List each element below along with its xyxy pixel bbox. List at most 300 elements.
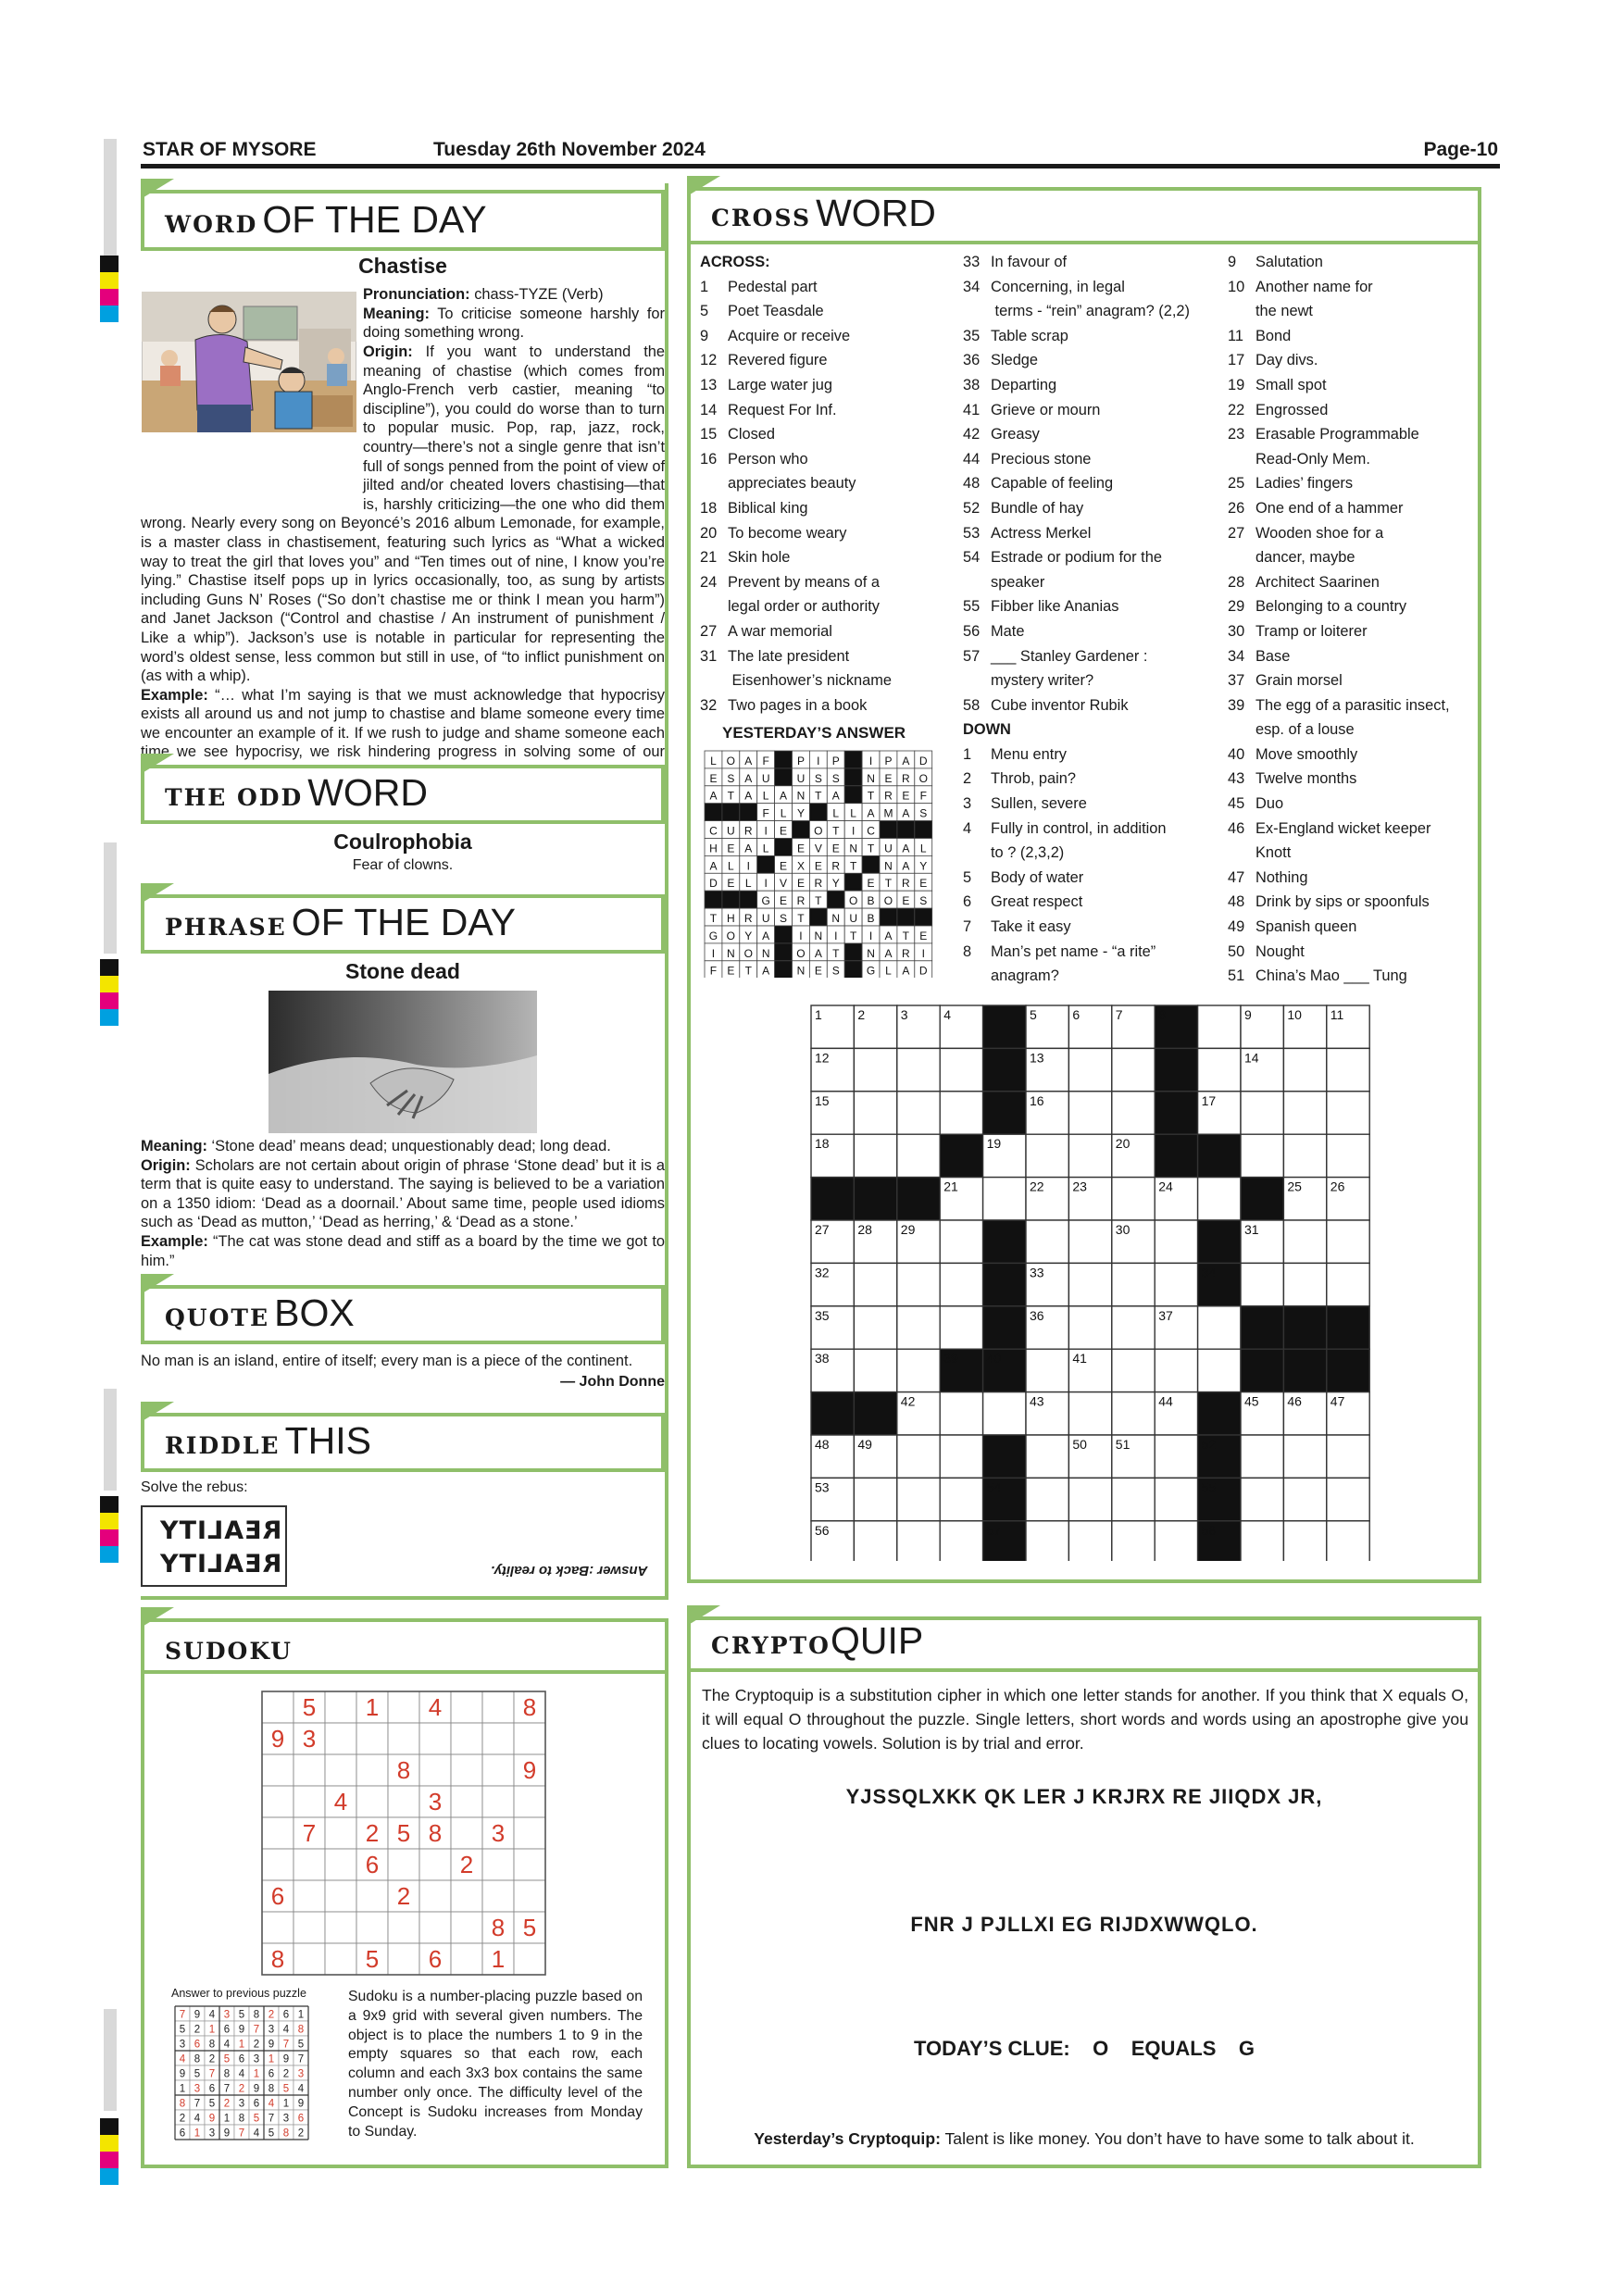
- crossword-black-cell: [1283, 1349, 1326, 1391]
- clue: 4 Fully in control, in addition: [963, 819, 1167, 837]
- clue: 1 Pedestal part: [700, 278, 818, 295]
- sudoku-given: 6: [270, 1882, 285, 1910]
- answer-letter: U: [727, 824, 735, 838]
- crossword-cell: [1241, 1435, 1283, 1478]
- answer-letter: E: [780, 824, 788, 838]
- answer-letter: N: [796, 964, 806, 978]
- crossword-cell: [897, 1435, 940, 1478]
- clue: the newt: [1255, 303, 1313, 320]
- answer-letter: D: [709, 877, 718, 891]
- prev-sudoku-digit: 5: [179, 2024, 186, 2036]
- answer-letter: U: [884, 842, 893, 855]
- word-of-day-header-text: Pronunciation: chass-TYZE (Verb) Meaning: To criticise someone harshly for doing something wrong.: [363, 286, 665, 342]
- paper-name: STAR OF MYSORE: [143, 139, 317, 160]
- prev-sudoku-digit: 7: [297, 2053, 305, 2065]
- crossword-black-cell: [1241, 1178, 1283, 1220]
- clue: mystery writer?: [991, 672, 1094, 690]
- answer-letter: N: [831, 912, 841, 925]
- word-of-day-origin: Origin: If you want to understand the meaning of chastise (which comes from Anglo-French verb castier, meaning “to discipline”), you could do worse than to turn to popular music. Pop, rap, jazz, rock, country—there’s not a single genre that isn’t full of songs penned from the point of view of jilted and/or cheated lovers chastising—that is, harshly criticizing—the one who did them wrong. Nearly every song on Beyoncé’s 2016 album Lemonade, for example, is a master class in chastisement, featuring such lyrics as “What a wicked way to treat the girl that loves you” and “Ten times out of nine, I know you’re lying.” Chastise itself pops up in lyrics occasionally, too, as sung by artists including Guns N’ Roses (“So don’t chastise me or think I mean you harm”) and Janet Jackson (“Control and chastise / An instrument of punishment / Like a whip”). Jackson’s use is notable in particular for representing the word’s oldest sense, less common but still in use, of “to inflict punishment on (as with a whip). Example: “… what I’m saying is that we must acknowledge that hypocrisy exists all around us and not jump to chastise and blame someone every time we encounter an example of it. If we rush to judge and shame someone each time we see hypocrisy, we risk hindering progress in solving some of our: [141, 343, 665, 761]
- answer-letter: L: [919, 842, 927, 855]
- cmyk-marks: [100, 959, 119, 1026]
- answer-letter: R: [814, 877, 823, 891]
- crossword-cell-number: 11: [1330, 1007, 1344, 1022]
- crossword-cell: [1068, 1220, 1111, 1263]
- clue: 54 Estrade or podium for the: [963, 549, 1162, 567]
- clue: 37 Grain morsel: [1228, 672, 1343, 690]
- crossword-grid: [809, 1004, 1370, 1561]
- clue: 10 Another name for: [1228, 278, 1373, 295]
- clue: 3 Sullen, severe: [963, 795, 1087, 813]
- answer-black-cell: [915, 908, 932, 926]
- crossword-cell: [1283, 1092, 1326, 1134]
- clue: 38 Departing: [963, 376, 1057, 393]
- answer-letter: R: [831, 859, 841, 873]
- answer-black-cell: [740, 891, 757, 908]
- prev-sudoku-digit: 3: [297, 2068, 305, 2080]
- prev-sudoku-digit: 2: [238, 2083, 245, 2095]
- answer-letter: C: [709, 824, 718, 838]
- clue: 5 Body of water: [963, 868, 1084, 886]
- clue: anagram?: [991, 967, 1059, 985]
- crossword-cell-number: 13: [1030, 1050, 1044, 1066]
- crossword-black-cell: [1283, 1306, 1326, 1349]
- answer-letter: P: [884, 754, 893, 767]
- clue: 27 A war memorial: [700, 622, 832, 640]
- answer-letter: E: [796, 842, 805, 855]
- cryptoquip-line-2: FNR J PJLLXI EG RIJDXWWQLO.: [910, 1913, 1258, 1936]
- crossword-cell: [854, 1263, 896, 1305]
- crossword-cell: [940, 1220, 982, 1263]
- sudoku-cell: [388, 1912, 419, 1943]
- sudoku-cell: [262, 1691, 294, 1723]
- crossword-black-cell: [1327, 1349, 1369, 1391]
- clue: 25 Ladies’ fingers: [1228, 475, 1354, 493]
- answer-letter: Y: [796, 806, 805, 820]
- crossword-cell: [1026, 1521, 1068, 1561]
- prev-sudoku-digit: 1: [297, 2009, 305, 2021]
- crossword-cell: [1112, 1048, 1155, 1091]
- crossword-cell: [1112, 1478, 1155, 1520]
- crossword-cell: [854, 1306, 896, 1349]
- prev-sudoku-digit: 1: [253, 2068, 260, 2080]
- sudoku-given: 3: [302, 1725, 317, 1753]
- crossword-cell: [940, 1478, 982, 1520]
- clue: 58 Cube inventor Rubik: [963, 696, 1129, 714]
- prev-sudoku-digit: 4: [297, 2083, 305, 2095]
- crossword-cell: [897, 1263, 940, 1305]
- cryptoquip-header: CRYPTOQUIP: [687, 1616, 1481, 1672]
- prev-sudoku-digit: 2: [223, 2098, 231, 2110]
- answer-letter: E: [867, 877, 875, 891]
- prev-sudoku-digit: 6: [179, 2128, 186, 2140]
- crossword-cell-number: 46: [1287, 1393, 1302, 1409]
- clue: 17 Day divs.: [1228, 352, 1318, 369]
- answer-letter: S: [919, 894, 928, 908]
- crossword-cell-number: 40: [986, 1351, 1002, 1366]
- clue: 43 Twelve months: [1228, 770, 1357, 788]
- crossword-cell-number: 53: [815, 1479, 830, 1495]
- crossword-black-cell: [983, 1005, 1026, 1048]
- riddle-answer: Answer :Back to reality.: [491, 1563, 648, 1578]
- answer-black-cell: [775, 926, 793, 943]
- crossword-cell-number: 2: [857, 1007, 866, 1022]
- prev-sudoku-digit: 1: [282, 2098, 290, 2110]
- answer-letter: A: [884, 929, 893, 942]
- crossword-black-cell: [854, 1178, 896, 1220]
- answer-letter: M: [883, 806, 893, 820]
- answer-letter: A: [744, 842, 753, 855]
- sudoku-cell: [262, 1817, 294, 1849]
- margin-gray-bar: [104, 842, 117, 954]
- clue: 9 Acquire or receive: [700, 327, 851, 344]
- sudoku-given: 8: [522, 1693, 537, 1721]
- sudoku-cell: [325, 1817, 356, 1849]
- clue: 24 Prevent by means of a: [700, 573, 880, 591]
- crossword-cell: [1241, 1092, 1283, 1134]
- clue: 23 Erasable Programmable: [1228, 426, 1419, 443]
- answer-black-cell: [897, 821, 915, 839]
- answer-letter: T: [849, 929, 857, 942]
- answer-letter: A: [902, 859, 910, 873]
- odd-word-title: Coulrophobia: [333, 830, 472, 854]
- sudoku-cell: [482, 1754, 514, 1786]
- answer-letter: D: [918, 754, 928, 767]
- answer-letter: X: [796, 859, 805, 873]
- crossword-cell-number: 35: [815, 1307, 830, 1323]
- prev-sudoku-digit: 3: [268, 2024, 275, 2036]
- answer-black-cell: [722, 804, 740, 821]
- answer-letter: T: [849, 859, 857, 873]
- answer-letter: A: [902, 842, 910, 855]
- answer-letter: O: [814, 824, 823, 838]
- sudoku-cell: [514, 1849, 545, 1880]
- answer-letter: R: [902, 877, 910, 891]
- answer-letter: I: [764, 824, 768, 838]
- crossword-cell-number: 28: [857, 1222, 872, 1237]
- crossword-cell: [1068, 1521, 1111, 1561]
- sudoku-cell: [388, 1943, 419, 1975]
- sudoku-cell: [294, 1786, 325, 1817]
- answer-letter: T: [709, 912, 718, 925]
- answer-letter: Y: [831, 877, 840, 891]
- clue: 46 Ex-England wicket keeper: [1228, 819, 1431, 837]
- answer-letter: S: [727, 771, 735, 785]
- answer-black-cell: [775, 943, 793, 961]
- answer-letter: S: [831, 964, 840, 978]
- prev-sudoku-digit: 6: [194, 2039, 201, 2051]
- sudoku-given: 2: [396, 1882, 411, 1910]
- answer-letter: A: [709, 789, 718, 803]
- answer-letter: S: [831, 771, 840, 785]
- clue: 50 Nought: [1228, 942, 1305, 960]
- crossword-cell: [1327, 1435, 1369, 1478]
- crossword-cell: [1283, 1478, 1326, 1520]
- crossword-cell: [940, 1435, 982, 1478]
- answer-letter: O: [726, 754, 736, 767]
- sudoku-cell: [356, 1912, 388, 1943]
- answer-letter: E: [814, 859, 822, 873]
- crossword-cell: [1283, 1048, 1326, 1091]
- sudoku-cell: [294, 1943, 325, 1975]
- prev-sudoku-digit: 2: [282, 2068, 290, 2080]
- crossword-black-cell: [854, 1392, 896, 1435]
- crossword-cell: [854, 1521, 896, 1561]
- crossword-black-cell: [1155, 1048, 1197, 1091]
- answer-letter: H: [709, 842, 718, 855]
- answer-black-cell: [793, 821, 810, 839]
- prev-sudoku-digit: 2: [297, 2128, 305, 2140]
- clue: 20 To become weary: [700, 524, 847, 542]
- answer-letter: G: [708, 929, 718, 942]
- answer-black-cell: [844, 943, 862, 961]
- crossword-cell-number: 27: [815, 1222, 830, 1237]
- sudoku-cell: [325, 1691, 356, 1723]
- clue: 33 In favour of: [963, 254, 1068, 270]
- prev-sudoku-digit: 6: [208, 2083, 216, 2095]
- answer-letter: L: [710, 754, 717, 767]
- prev-sudoku-digit: 8: [297, 2024, 305, 2036]
- clue: 48 Capable of feeling: [963, 475, 1114, 493]
- sudoku-given: 3: [491, 1819, 506, 1847]
- crossword-cell-number: 38: [815, 1351, 830, 1366]
- sudoku-cell: [262, 1754, 294, 1786]
- prev-sudoku-digit: 7: [253, 2024, 260, 2036]
- margin-gray-bar: [104, 1389, 117, 1491]
- answer-letter: U: [849, 912, 857, 925]
- sudoku-given: 5: [396, 1819, 411, 1847]
- answer-letter: Y: [744, 929, 753, 942]
- crossword-cell: [854, 1048, 896, 1091]
- sudoku-given: 2: [365, 1819, 380, 1847]
- sudoku-cell: [262, 1786, 294, 1817]
- sudoku-header: SUDOKU: [141, 1618, 668, 1674]
- crossword-black-cell: [983, 1263, 1026, 1305]
- clue: 13 Large water jug: [700, 376, 832, 393]
- answer-black-cell: [844, 768, 862, 786]
- answer-letter: F: [762, 754, 769, 767]
- word-of-day-header: WORD OF THE DAY: [141, 190, 665, 251]
- crossword-cell-number: 20: [1115, 1136, 1131, 1152]
- crossword-black-cell: [983, 1435, 1026, 1478]
- clue: 18 Biblical king: [700, 499, 808, 517]
- clue: 12 Revered figure: [700, 352, 828, 369]
- crossword-cell-number: 36: [1030, 1307, 1044, 1323]
- crossword-cell: [1155, 1521, 1197, 1561]
- clue: 34 Concerning, in legal: [963, 278, 1125, 295]
- answer-black-cell: [775, 839, 793, 856]
- clue: 22 Engrossed: [1228, 401, 1329, 418]
- answer-letter: E: [884, 771, 893, 785]
- crossword-cell: [1068, 1263, 1111, 1305]
- clue: 42 Greasy: [963, 426, 1040, 443]
- crossword-cell: [1155, 1435, 1197, 1478]
- sudoku-given: 8: [270, 1945, 285, 1973]
- prev-sudoku-digit: 9: [297, 2098, 305, 2110]
- clue: 35 Table scrap: [963, 327, 1068, 344]
- sudoku-given: 8: [491, 1914, 506, 1941]
- clue: speaker: [991, 573, 1045, 591]
- crossword-cell: [1112, 1178, 1155, 1220]
- answer-letter: R: [884, 789, 893, 803]
- crossword-cell-number: 52: [1201, 1437, 1217, 1452]
- sudoku-cell: [419, 1754, 451, 1786]
- answer-letter: V: [814, 842, 822, 855]
- crossword-cell-number: 57: [986, 1522, 1002, 1538]
- clue: 49 Spanish queen: [1228, 918, 1357, 936]
- crossword-cell-number: 9: [1244, 1007, 1252, 1022]
- answer-letter: Y: [919, 859, 928, 873]
- crossword-cell: [1241, 1134, 1283, 1177]
- answer-letter: I: [746, 859, 750, 873]
- crossword-cell-number: 21: [943, 1179, 958, 1194]
- sudoku-cell: [451, 1786, 482, 1817]
- crossword-cell-number: 42: [900, 1393, 916, 1409]
- quote-author: — John Donne: [560, 1374, 665, 1390]
- sudoku-description: Sudoku is a number-placing puzzle based on a 9x9 grid with several given numbers. The object is to place the numbers 1 to 9 in the empty squares so that each row, each column and each 3x3 box contains the same number only once. The difficulty level of the Concept is Sudoku increases from Monday to Sunday.: [348, 1989, 643, 2140]
- answer-letter: T: [815, 789, 822, 803]
- prev-sudoku-digit: 9: [194, 2009, 201, 2021]
- answer-letter: A: [902, 806, 910, 820]
- sudoku-cell: [419, 1912, 451, 1943]
- crossword-cell-number: 24: [1158, 1179, 1173, 1194]
- crossword-cell: [1068, 1134, 1111, 1177]
- crossword-cell-number: 14: [1244, 1050, 1259, 1066]
- answer-letter: R: [796, 894, 806, 908]
- crossword-cell-number: 16: [1030, 1092, 1044, 1108]
- answer-letter: O: [796, 946, 806, 960]
- sudoku-cell: [514, 1723, 545, 1754]
- answer-black-cell: [705, 804, 722, 821]
- sudoku-cell: [325, 1943, 356, 1975]
- crossword-black-cell: [983, 1092, 1026, 1134]
- sudoku-cell: [388, 1691, 419, 1723]
- prev-sudoku-digit: 9: [282, 2053, 290, 2065]
- crossword-cell-number: 3: [900, 1007, 908, 1022]
- crossword-cell-number: 43: [1030, 1393, 1044, 1409]
- crossword-cell: [1241, 1478, 1283, 1520]
- prev-sudoku-digit: 2: [194, 2024, 201, 2036]
- answer-letter: S: [780, 912, 788, 925]
- answer-letter: A: [762, 929, 770, 942]
- prev-sudoku-digit: 8: [208, 2039, 216, 2051]
- prev-sudoku-digit: 5: [253, 2113, 260, 2125]
- answer-letter: T: [884, 877, 893, 891]
- sudoku-given: 5: [365, 1945, 380, 1973]
- answer-letter: A: [744, 789, 753, 803]
- crossword-header: CROSS WORD: [687, 187, 1481, 244]
- crossword-cell: [1241, 1521, 1283, 1561]
- sudoku-cell: [514, 1786, 545, 1817]
- answer-letter: L: [744, 877, 752, 891]
- crossword-cell-number: 12: [815, 1050, 830, 1066]
- answer-letter: H: [727, 912, 735, 925]
- crossword-cell: [940, 1263, 982, 1305]
- crossword-cell: [1283, 1521, 1326, 1561]
- riddle-header: RIDDLE THIS: [141, 1413, 665, 1472]
- phrase-text: Meaning: ‘Stone dead’ means dead; unquestionably dead; long dead. Origin: Scholars are not certain about origin of phrase ‘Stone dead’ but it is a term that is quite easy to understand. The saying is believed to be a variation on a 1350 idiom: ‘Dead as a doornail.’ About same time, people used idioms such as ‘Dead as mutton,’ ‘Dead as herring,’ & ‘Dead as a stone.’ Example: “The cat was stone dead and stiff as a board by the time we got to him.”: [141, 1138, 665, 1269]
- crossword-cell-number: 33: [1030, 1265, 1044, 1280]
- answer-letter: T: [867, 789, 875, 803]
- sudoku-cell: [325, 1723, 356, 1754]
- prev-sudoku-digit: 8: [268, 2083, 275, 2095]
- clue: 11 Bond: [1228, 327, 1292, 344]
- masthead: [141, 135, 1500, 168]
- prev-sudoku-digit: 3: [238, 2098, 245, 2110]
- sudoku-cell: [325, 1849, 356, 1880]
- answer-letter: E: [780, 894, 788, 908]
- crossword-cell: [1155, 1478, 1197, 1520]
- odd-word-header: THE ODD WORD: [141, 765, 665, 824]
- prev-sudoku-digit: 4: [208, 2009, 216, 2021]
- sudoku-cell: [325, 1912, 356, 1943]
- prev-sudoku-digit: 9: [179, 2068, 186, 2080]
- sudoku-given: 7: [302, 1819, 317, 1847]
- clue: to ? (2,3,2): [991, 844, 1065, 862]
- sudoku-grid: [261, 1691, 548, 1978]
- cmyk-marks: [100, 256, 119, 322]
- crossword-cell-number: 58: [1201, 1522, 1217, 1538]
- crossword-cell-number: 44: [1158, 1393, 1173, 1409]
- answer-letter: A: [814, 946, 822, 960]
- clue: esp. of a louse: [1255, 721, 1355, 739]
- crossword-cell-number: 32: [815, 1265, 830, 1280]
- answer-letter: T: [832, 824, 840, 838]
- prev-sudoku-digit: 6: [223, 2024, 231, 2036]
- crossword-cell: [1198, 1178, 1241, 1220]
- answer-letter: E: [919, 929, 928, 942]
- crossword-cell: [1155, 1263, 1197, 1305]
- answer-letter: B: [867, 894, 875, 908]
- sudoku-cell: [514, 1943, 545, 1975]
- crossword-cell: [897, 1306, 940, 1349]
- crossword-black-cell: [1327, 1306, 1369, 1349]
- answer-letter: C: [867, 824, 875, 838]
- answer-black-cell: [740, 804, 757, 821]
- prev-sudoku-digit: 5: [223, 2053, 231, 2065]
- cmyk-marks: [100, 2118, 119, 2185]
- sudoku-given: 4: [333, 1788, 348, 1816]
- crossword-cell: [854, 1134, 896, 1177]
- crossword-cell: [1068, 1306, 1111, 1349]
- prev-sudoku-digit: 6: [282, 2009, 290, 2021]
- answer-black-cell: [880, 908, 897, 926]
- cryptoquip-clue: TODAY’S CLUE: O EQUALS G: [914, 2037, 1255, 2060]
- clue: 9 Salutation: [1228, 254, 1323, 270]
- clue: 48 Drink by sips or spoonfuls: [1228, 893, 1430, 911]
- sudoku-cell: [419, 1849, 451, 1880]
- crossword-cell-number: 4: [943, 1007, 951, 1022]
- answer-letter: O: [883, 894, 893, 908]
- clue: 6 Great respect: [963, 893, 1083, 911]
- answer-black-cell: [844, 873, 862, 891]
- answer-letter: I: [868, 754, 873, 767]
- prev-sudoku-digit: 3: [208, 2128, 216, 2140]
- answer-letter: T: [727, 789, 735, 803]
- crossword-cell: [1198, 1048, 1241, 1091]
- crossword-cell-number: 30: [1115, 1222, 1131, 1237]
- answer-letter: D: [918, 964, 928, 978]
- answer-letter: A: [831, 789, 840, 803]
- clue: Read-Only Mem.: [1255, 450, 1370, 468]
- prev-sudoku-digit: 7: [282, 2039, 290, 2051]
- crossword-cell: [1283, 1134, 1326, 1177]
- sudoku-cell: [482, 1786, 514, 1817]
- answer-black-cell: [880, 821, 897, 839]
- clue: 8 Man’s pet name - “a rite”: [963, 942, 1156, 960]
- answer-letter: T: [815, 894, 822, 908]
- clues-col2: [963, 250, 1190, 989]
- answer-letter: T: [744, 964, 752, 978]
